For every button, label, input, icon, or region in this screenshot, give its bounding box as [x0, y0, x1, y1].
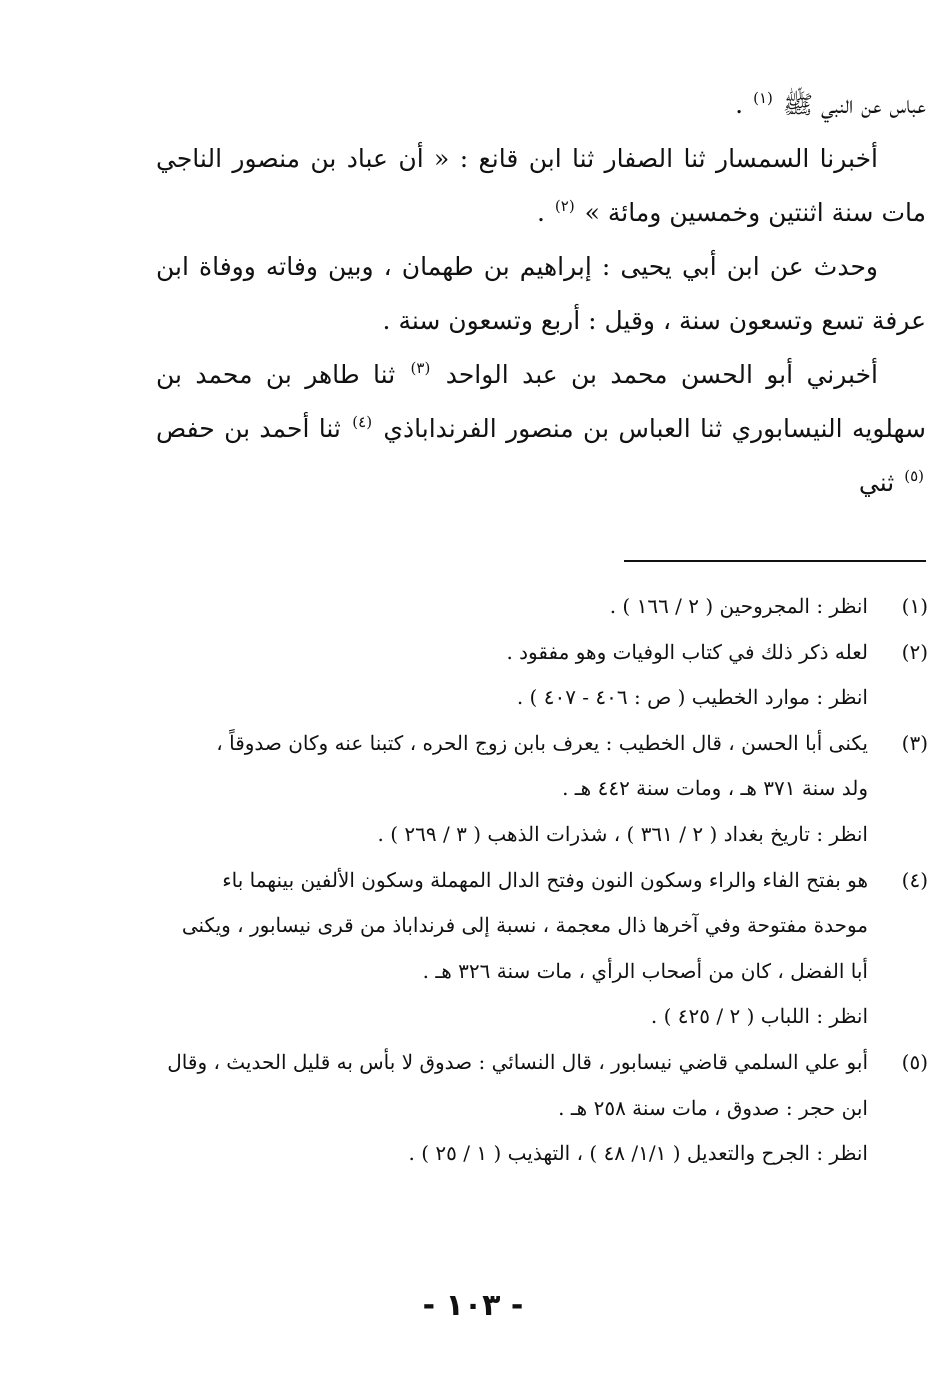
paragraph-4-text-4: ثني	[858, 468, 903, 497]
footnote-ref-5: (٥)	[904, 467, 924, 485]
paragraph-1	[156, 78, 926, 132]
paragraph-2	[156, 132, 926, 240]
footnote-line: لعله ذكر ذلك في كتاب الوفيات وهو مفقود .	[506, 639, 868, 664]
footnotes	[158, 584, 928, 1177]
footnote-number: (١)	[901, 594, 928, 618]
footnote-ref-1: (١)	[753, 89, 773, 107]
paragraph-4-text-3: ثنا أحمد بن حفص	[156, 414, 351, 443]
paragraph-3-text: وحدث عن ابن أبي يحيى : إبراهيم بن طهمان ، وبين وفاته ووفاة ابن عرفة تسع وتسعون سنة ، وقيل : أربع وتسعون سنة .	[156, 252, 926, 335]
footnote-line: أبا الفضل ، كان من أصحاب الرأي ، مات سنة ٣٢٦ هـ .	[422, 958, 868, 983]
footnote-number: (٤)	[901, 867, 928, 892]
footnote-number: (٢)	[901, 639, 928, 664]
paragraph-4-text-1: أخبرني أبو الحسن محمد بن عبد الواحد	[445, 360, 878, 389]
main-text	[156, 78, 926, 510]
footnote-5	[158, 1040, 928, 1177]
footnote-line: ولد سنة ٣٧١ هـ ، ومات سنة ٤٤٢ هـ .	[562, 776, 868, 801]
paragraph-1-end: .	[735, 90, 752, 119]
footnote-line: انظر : المجروحين ( ٢ / ١٦٦ ) .	[609, 594, 868, 618]
page-number: - ١٠٣ -	[422, 1288, 524, 1323]
footnote-number: (٥)	[901, 1049, 928, 1074]
footnote-1	[158, 584, 928, 630]
paragraph-2-end: .	[537, 198, 553, 227]
footnote-ref-4: (٤)	[352, 413, 373, 431]
footnote-2	[158, 630, 928, 721]
paragraph-3	[156, 240, 926, 348]
paragraph-2-text: أخبرنا السمسار ثنا الصفار ثنا ابن قانع : « أن عباد بن منصور الناجي مات سنة اثنتين وخمسين ومائة »	[156, 144, 926, 227]
footnote-separator	[624, 560, 926, 562]
footnote-line: انظر : موارد الخطيب ( ص : ٤٠٦ - ٤٠٧ ) .	[516, 685, 868, 710]
footnote-ref-2: (٢)	[554, 197, 575, 215]
footnote-line: موحدة مفتوحة وفي آخرها ذال معجمة ، نسبة إلى فرنداباذ من قرى نيسابور ، ويكنى	[181, 913, 868, 938]
footnote-3	[158, 721, 928, 858]
footnote-number: (٣)	[901, 730, 928, 755]
footnote-line: ابن حجر : صدوق ، مات سنة ٢٥٨ هـ .	[558, 1095, 868, 1120]
footnote-4	[158, 858, 928, 1040]
footnote-line: انظر : تاريخ بغداد ( ٢ / ٣٦١ ) ، شذرات الذهب ( ٣ / ٢٦٩ ) .	[377, 821, 868, 846]
paragraph-4-text-2: ثنا طاهر بن محمد بن سهلويه النيسابوري ثنا العباس بن منصور الفرنداباذي	[156, 360, 927, 443]
paragraph-4	[156, 348, 926, 510]
footnote-line: انظر : الجرح والتعديل ( ١/١/ ٤٨ ) ، التهذيب ( ١ / ٢٥ ) .	[408, 1141, 868, 1166]
paragraph-1-text: عباس عن النبي ﷺ	[782, 90, 926, 119]
footnote-line: هو بفتح الفاء والراء وسكون النون وفتح الدال المهملة وسكون الألفين بينهما باء	[222, 867, 868, 892]
footnote-line: أبو علي السلمي قاضي نيسابور ، قال النسائي : صدوق لا بأس به قليل الحديث ، وقال	[167, 1049, 868, 1074]
footnote-line: انظر : اللباب ( ٢ / ٤٢٥ ) .	[650, 1004, 868, 1029]
footnote-ref-3: (٣)	[410, 359, 431, 377]
footnote-line: يكنى أبا الحسن ، قال الخطيب : يعرف بابن زوج الحره ، كتبنا عنه وكان صدوقاً ،	[216, 730, 868, 755]
